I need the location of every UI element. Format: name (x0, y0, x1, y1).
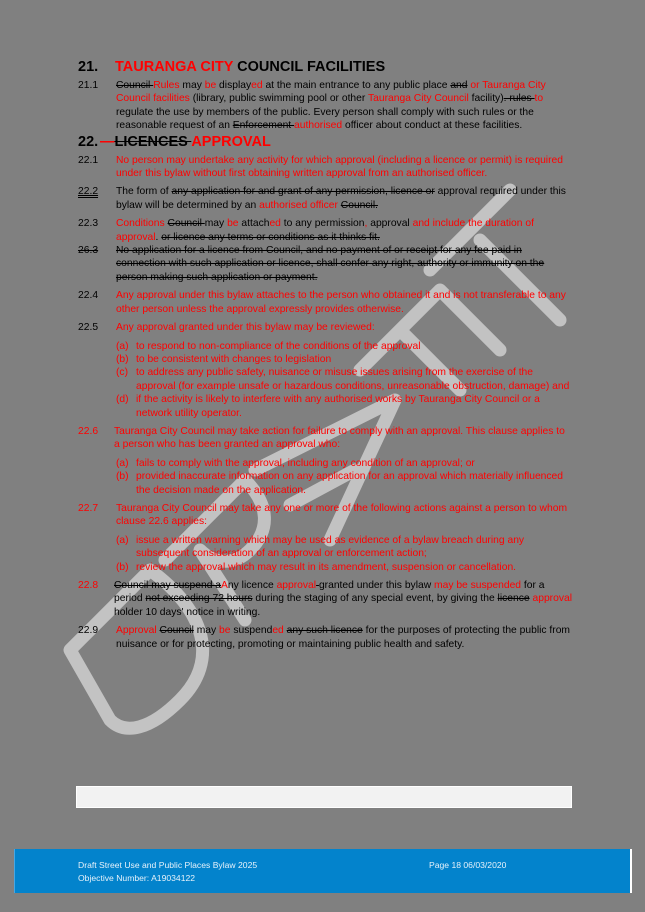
clause-22-1 (78, 154, 573, 181)
clause-text: No person may undertake any activity for which approval (including a licence or permit) is required under this bylaw without first obtaining written approval from an authorised officer. (116, 154, 563, 180)
clause-number: 22.8 (78, 580, 99, 591)
section-title-deleted: LICENCES (114, 133, 192, 150)
inserted-text: be (204, 80, 217, 91)
text-run: during the staging of any special event, by giving the (252, 593, 498, 605)
list-item: (b) review the approval which may result in its amendment, suspension or cancellation. (116, 561, 517, 573)
list-item: (d) if the activity is likely to interfere with any authorised works by Tauranga City Council or a network utility operator. (116, 394, 540, 419)
clause-22-7 (78, 502, 573, 529)
clause-text (116, 185, 573, 212)
inserted-text: be (227, 218, 239, 230)
deleted-text: not exceeding 72 hours (145, 593, 253, 605)
clause-number: 22.7 (78, 502, 99, 514)
text-run: facility) (468, 93, 504, 105)
inserted-text: to (534, 93, 544, 105)
inserted-text: Conditions (116, 218, 165, 230)
clause-text: Tauranga City Council may take any one or more of the following actions against a person to whom clause 22.6 applies: (116, 502, 568, 528)
clause-number: 26.3 (78, 245, 99, 257)
deleted-text: Council (167, 218, 205, 230)
clause-22-4 (78, 289, 573, 316)
footer-document-title: Draft Street Use and Public Places Bylaw 2025 (78, 860, 258, 870)
clause-number: 22.4 (78, 290, 99, 302)
clause-number: 22.2 (78, 186, 99, 198)
deleted-text: any application for and grant of any permission, licence or (171, 186, 435, 198)
clause-22-8 (78, 579, 573, 619)
inserted-text: Approval (116, 625, 157, 637)
list-item: (b) provided inaccurate information on any application for an approval which materially influenced the decision made on the application. (116, 471, 563, 496)
clause-text (116, 624, 573, 651)
clause-text: No application for a licence from Council, and no payment of or receipt for any fee paid in connection with such application or licence, shall confer any right, authority or immunity on the person making such application or payment. (116, 245, 545, 283)
clause-22-7-items (78, 534, 573, 574)
clause-22-5 (78, 321, 573, 334)
clause-text (116, 217, 573, 244)
inserted-text: may be suspended (434, 580, 522, 591)
clause-number: 22.6 (78, 425, 99, 437)
text-run: for the purposes of protecting the public from nuisance or for protecting, promoting or maintaining public health and safety. (116, 625, 570, 650)
text-run: at the main entrance to any public place (262, 80, 451, 91)
inserted-text: Tauranga City Council facilities (116, 80, 546, 105)
clause-number: 22.1 (78, 154, 99, 166)
deleted-text: . rules (503, 93, 535, 105)
clause-number: 21.1 (78, 80, 99, 91)
inserted-text: Rules (153, 80, 180, 91)
text-run: approval (367, 218, 413, 230)
text-run: . (155, 231, 162, 243)
text-run: officer about conduct at these facilities. (342, 120, 523, 132)
clause-deleted-26-3 (78, 244, 573, 284)
clause-22-9 (78, 624, 573, 651)
section-title-inserted: APPROVAL (191, 133, 271, 150)
text-run: may (204, 218, 228, 230)
list-item: (c) to address any public safety, nuisance or misuse issues arising from the exercise of the approval (for example unsafe or hazardous conditions, unreasonable obstruction, damage) and (116, 367, 570, 392)
clause-22-2 (78, 185, 573, 212)
list-item: (a) to respond to non-compliance of the conditions of the approval (116, 340, 421, 352)
clause-text: Any approval under this bylaw attaches to the person who obtained it and is not transferable to any other person unless the approval expressly provides otherwise. (116, 290, 566, 315)
section-title-inserted: TAURANGA CITY (115, 59, 234, 75)
section-22-heading (78, 133, 573, 151)
clause-text (116, 79, 573, 133)
clause-22-6 (78, 425, 573, 452)
inserted-text: approval (532, 593, 572, 605)
section-21-heading (78, 58, 573, 76)
inserted-text: or (467, 80, 483, 91)
clause-text: Any approval granted under this bylaw may be reviewed: (116, 322, 375, 334)
clause-21-1 (78, 79, 573, 133)
inserted-text: ed (251, 80, 263, 91)
deleted-text: Council. (340, 199, 378, 211)
clause-number: 22.3 (78, 218, 99, 230)
text-run: regulate the use by members of the public. Every person shall comply with such rules or the reasonable request of an (116, 106, 534, 132)
inserted-text: approval (276, 580, 317, 591)
inserted-text: and include the duration of approval (116, 218, 534, 243)
deleted-text: licence (497, 593, 530, 605)
deleted-text: Council (116, 80, 154, 91)
section-number: 22. (78, 133, 99, 150)
text-run: approval required under this bylaw will be determined by an (116, 186, 566, 211)
text-run: may (193, 625, 220, 637)
empty-text-box (76, 786, 572, 808)
inserted-text: be (219, 625, 231, 637)
deleted-text: and (450, 80, 468, 91)
text-run: The form of (116, 186, 172, 198)
deleted-text: Council may suspend a (114, 580, 222, 591)
deleted-text: Council (159, 625, 194, 637)
inserted-text: , (364, 218, 368, 230)
text-run: holder 10 days' notice in writing. (114, 606, 261, 618)
text-run: to any permission (280, 218, 365, 230)
clause-22-5-items (78, 340, 573, 420)
list-item: (b) to be consistent with changes to legislation (116, 353, 332, 365)
clause-text (114, 579, 573, 619)
page-footer (14, 849, 632, 893)
text-run: granted under this bylaw (318, 580, 435, 591)
inserted-text: Tauranga City Council (368, 93, 469, 105)
text-run: for a period (114, 580, 545, 605)
text-run: suspend (230, 625, 273, 637)
heading-dash: — (100, 133, 115, 150)
inserted-text: ed (272, 625, 284, 637)
clause-22-3 (78, 217, 573, 244)
section-title: COUNCIL FACILITIES (233, 59, 386, 75)
deleted-text: Enforcement (232, 120, 295, 132)
clause-22-6-items (78, 457, 573, 497)
text-run: may (179, 80, 205, 91)
footer-objective-number: Objective Number: A19034122 (78, 872, 196, 883)
text-run: (library, public swimming pool or other (189, 93, 368, 105)
text-run: attach (238, 218, 270, 230)
document-content (78, 58, 573, 651)
inserted-text: A (221, 580, 228, 591)
clause-number: 22.5 (78, 322, 99, 334)
list-item: (a) issue a written warning which may be used as evidence of a bylaw breach during any subsequent consideration of an approval or enforcement action; (116, 534, 525, 560)
clause-number: 22.9 (78, 625, 99, 637)
text-run: ny licence (227, 580, 277, 591)
inserted-text: authorised officer (259, 199, 338, 211)
deleted-text: or licence any terms or conditions as it thinks fit. (161, 231, 380, 243)
section-number: 21. (78, 59, 99, 75)
deleted-text: any such licence (286, 625, 363, 637)
list-item: (a) fails to comply with the approval, including any condition of an approval; or (116, 457, 475, 469)
inserted-text: authorised (294, 120, 343, 132)
text-run: display (216, 80, 252, 91)
clause-text: Tauranga City Council may take action for failure to comply with an approval. This clause applies to a person who has been granted an approval who: (114, 425, 565, 451)
footer-page-info: Page 18 06/03/2020 (429, 860, 507, 870)
inserted-text: ed (269, 218, 281, 230)
